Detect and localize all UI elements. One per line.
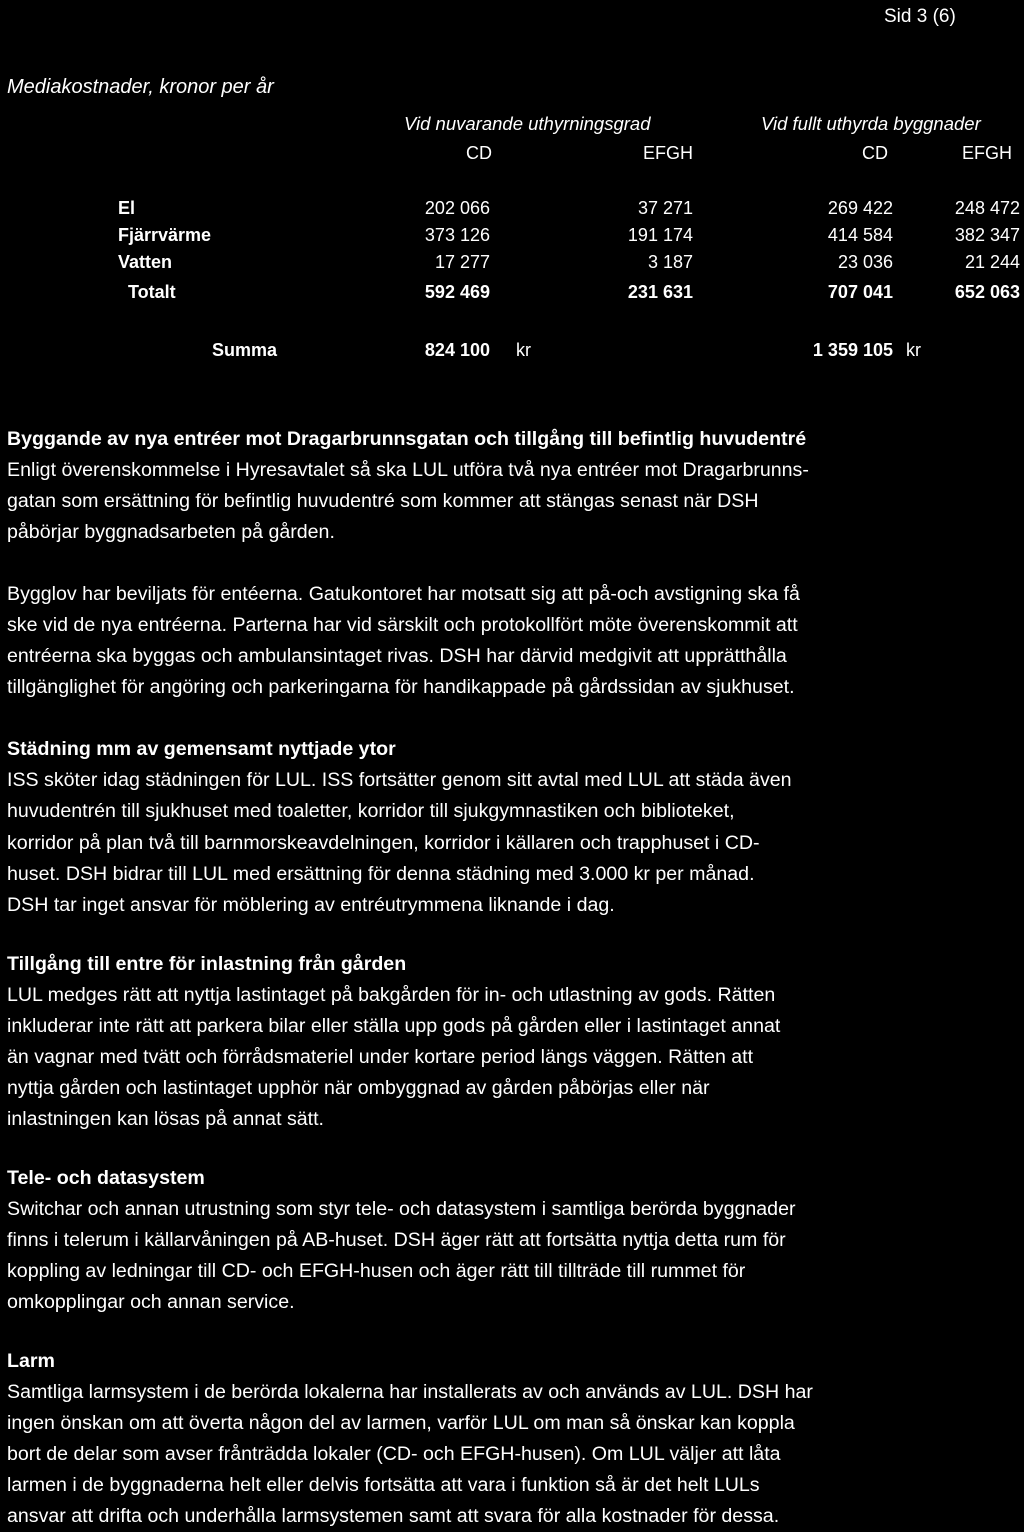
paragraph-gap [7,1135,1019,1163]
text-line: DSH tar inget ansvar för möblering av entréutrymmena liknande i dag. [7,893,615,916]
value-current-efgh: 37 271 [637,198,693,218]
section-heading: Larm [7,1350,55,1373]
sum-label: Summa [212,340,278,360]
text-line: entréerna ska byggas och ambulansintaget rivas. DSH har därvid medgivit att upprätthålla [7,645,787,668]
paragraph-gap [7,1318,1019,1346]
sum-current: 824 100 [424,340,490,360]
text-line: korridor på plan två till barnmorskeavdelningen, korridor i källaren och trapphuset i CD- [7,831,760,854]
document-body [7,424,1019,1532]
value-full-cd: 23 036 [837,252,893,272]
text-line: inkluderar inte rätt att parkera bilar eller ställa upp gods på gården eller i lastintaget annat [7,1014,781,1037]
value-current-cd: 202 066 [424,198,490,218]
text-line: ske vid de nya entréerna. Parterna har vid särskilt och protokollfört möte överenskommit att [7,614,798,637]
column-header-full-efgh: EFGH [962,143,1013,163]
text-line: bort de delar som avser frånträdda lokaler (CD- och EFGH-husen). Om LUL väljer att låta [7,1443,781,1466]
value-current-cd: 373 126 [424,225,490,245]
row-label: Vatten [118,252,173,272]
table-row-el [0,198,1024,224]
value-current-cd: 592 469 [424,282,490,302]
text-line: ingen önskan om att överta någon del av larmen, varför LUL om man så önskar kan koppla [7,1412,795,1435]
column-header-current-cd: CD [466,143,492,163]
column-header-current-efgh: EFGH [643,143,694,163]
value-current-cd: 17 277 [434,252,490,272]
table-row-fjarrvarme [0,225,1024,251]
text-line: nyttja gården och lastintaget upphör när ombyggnad av gården påbörjas eller när [7,1076,710,1099]
value-full-efgh: 382 347 [954,225,1020,245]
value-current-efgh: 231 631 [627,282,693,302]
text-line: omkopplingar och annan service. [7,1291,295,1314]
text-line: ansvar att drifta och underhålla larmsystemen samt att svara för alla kostnader för dessa. [7,1505,780,1528]
section-stadning [7,734,1019,920]
text-line: Switchar och annan utrustning som styr tele- och datasystem i samtliga berörda byggnader [7,1197,796,1220]
group-header-full: Vid fullt uthyrda byggnader [761,113,981,134]
section-heading: Tele- och datasystem [7,1166,205,1189]
text-line: Bygglov har beviljats för entéerna. Gatukontoret har motsatt sig att på-och avstigning ska få [7,583,800,606]
section-larm [7,1346,1019,1532]
text-line: LUL medges rätt att nyttja lastintaget på bakgården för in- och utlastning av gods. Rätten [7,983,776,1006]
section-heading: Tillgång till entre för inlastning från gården [7,952,407,975]
text-line: Samtliga larmsystem i de berörda lokalerna har installerats av och används av LUL. DSH har [7,1381,813,1404]
text-line: larmen i de byggnaderna helt eller delvis fortsätta att vara i funktion så är det helt LULs [7,1474,760,1497]
value-full-cd: 707 041 [827,282,893,302]
page-number: Sid 3 (6) [884,6,956,27]
table-row-vatten [0,252,1024,278]
value-full-efgh: 652 063 [954,282,1020,302]
paragraph-gap [7,548,1019,579]
table-caption: Mediakostnader, kronor per år [7,76,274,98]
sum-current-unit: kr [516,340,531,360]
table-row-summa [0,340,1024,366]
text-line: påbörjar byggnadsarbeten på gården. [7,521,335,544]
section-entreer [7,424,1019,548]
value-full-efgh: 248 472 [954,198,1020,218]
section-heading: Byggande av nya entréer mot Dragarbrunnsgatan och tillgång till befintlig huvudentré [7,428,807,450]
text-line: huvudentrén till sjukhuset med toaletter, korridor till sjukgymnastiken och biblioteket, [7,800,735,823]
table-row-totalt [0,282,1024,308]
text-line: Enligt överenskommelse i Hyresavtalet så ska LUL utföra två nya entréer mot Dragarbrunns- [7,459,809,482]
text-line: tillgänglighet för angöring och parkeringarna för handikappade på gårdssidan av sjukhuset. [7,676,795,699]
text-line: finns i telerum i källarvåningen på AB-huset. DSH äger rätt att fortsätta nyttja detta rum för [7,1229,786,1252]
text-line: gatan som ersättning för befintlig huvudentré som kommer att stängas senast när DSH [7,490,759,513]
section-inlastning [7,949,1019,1135]
row-label: Fjärrvärme [118,225,212,245]
sum-full: 1 359 105 [812,340,893,360]
text-line: ISS sköter idag städningen för LUL. ISS fortsätter genom sitt avtal med LUL att städa även [7,769,792,792]
value-current-efgh: 3 187 [647,252,693,272]
group-header-current: Vid nuvarande uthyrningsgrad [404,113,651,134]
section-bygglov [7,579,1019,703]
text-line: än vagnar med tvätt och förrådsmateriel under kortare period längs väggen. Rätten att [7,1045,754,1068]
media-cost-table [0,0,1024,380]
text-line: koppling av ledningar till CD- och EFGH-husen och äger rätt till tillträde till rummet för [7,1260,746,1283]
paragraph-gap [7,703,1019,734]
paragraph-gap [7,921,1019,949]
row-label: El [118,198,136,218]
section-heading: Städning mm av gemensamt nyttjade ytor [7,738,396,761]
row-label: Totalt [128,282,176,302]
section-tele-data [7,1163,1019,1318]
text-line: inlastningen kan lösas på annat sätt. [7,1107,324,1130]
sum-full-unit: kr [906,340,921,360]
value-full-efgh: 21 244 [964,252,1020,272]
value-current-efgh: 191 174 [627,225,693,245]
value-full-cd: 414 584 [827,225,893,245]
column-header-full-cd: CD [862,143,888,163]
value-full-cd: 269 422 [827,198,893,218]
text-line: huset. DSH bidrar till LUL med ersättning för denna städning med 3.000 kr per månad. [7,862,755,885]
